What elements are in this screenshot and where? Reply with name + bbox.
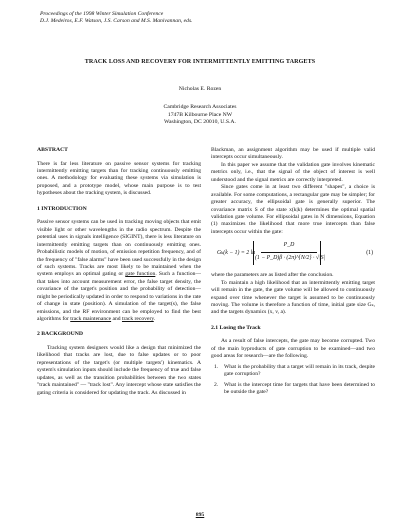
equation-denominator: (1 − P_D)β · (2π)^{N/2} · √|S| [255, 255, 326, 262]
question-2 [211, 382, 375, 397]
intro-text-b: . Such a function—that takes into account measurement error, the false target density, the covariance of the target's position and the probability of detection—might be periodically updated in order to respond to variations in the rate of change in state (position). A simulation of the target(s), the false emissions, and the RF environment can be employed to find the best algorithms for [37, 271, 202, 323]
intro-end: . [153, 316, 156, 323]
question-1-number: 1. [214, 363, 219, 370]
abstract-text: There is far less literature on passive sensor systems for tracking intermittently emitting targets than for tracking continuously emitting ones. A methodology for evaluating these systems via simulation is proposed, and a prototype model, whose main purpose is to test hypotheses about the tracking system, is discussed. [37, 160, 201, 197]
equation-lhs: Gₖ(k − 1) = 2 ln [217, 250, 256, 257]
right-column [211, 147, 375, 397]
affiliation-org: Cambridge Research Associates [163, 104, 237, 110]
gate-function-link: gate function [125, 271, 156, 278]
editors-line: D.J. Medeiros, E.F. Watson, J.S. Carson and M.S. Manivannan, eds. [40, 18, 193, 25]
right-paragraph-5: To maintain a high likelihood that an intermittently emitting target will remain in the gate, the gate volume will be allowed to continuously expand over time whenever the target is assumed to be continuously moving. The volume is therefore a function of time, initial gate size Gₖ, and the targets dynamics (x, v, a). [211, 279, 375, 316]
affiliation-street: 1747B Kilbourne Place NW [167, 111, 233, 118]
question-2-number: 2. [214, 381, 219, 388]
subsection-heading: 2.1 Losing the Track [211, 324, 261, 331]
author-name: Nicholas E. Rozen [178, 86, 222, 92]
abstract-heading: ABSTRACT [37, 147, 68, 153]
background-heading: 2 BACKGROUND [37, 331, 83, 338]
equation-number: (1) [366, 250, 373, 257]
right-paragraph-4: where the parameters are as listed after the conclusion. [211, 272, 334, 279]
question-2-text: What is the intercept time for targets that have been determined to be outside the gate? [224, 381, 375, 396]
right-paragraph-3: Since gates come in at least two different "shapes", a choice is available. For some computations, a rectangular gate may be simpler; for greater accuracy, the ellipsoidal gate is generally superior. The covariance matrix S of the state x(k|k) determines the optimal spatial validation gate volume. For ellipsoidal gates in N dimensions, Equation (1) maximizes the likelihood that more true intercepts than false intercepts occur within the gate: [211, 184, 375, 235]
question-1 [211, 364, 375, 379]
intro-paragraph [37, 219, 201, 323]
proceedings-line: Proceedings of the 1998 Winter Simulation Conference [40, 11, 164, 17]
fraction-bar [261, 252, 317, 253]
track-maintenance-link: track maintenance [70, 316, 112, 323]
right-paragraph-1: Blackman, an assignment algorithm may be used if multiple valid intercepts occur simultaneously. [211, 147, 375, 161]
equation-1 [211, 241, 375, 267]
page-number: 895 [195, 512, 205, 518]
equation-numerator: P_D [283, 242, 295, 249]
intro-and: and [111, 316, 122, 323]
affiliation-city: Washington, DC 20010, U.S.A. [164, 119, 236, 126]
affiliation [0, 104, 400, 127]
proceedings-header [40, 11, 370, 26]
right-paragraph-6: As a result of false intercepts, the gate may become corrupted. Two of the main byproducts of gate corruption to be examined—and two good areas for research—are the following. [211, 338, 375, 360]
intro-heading: 1 INTRODUCTION [37, 205, 87, 212]
track-recovery-link: track recovery [121, 316, 154, 323]
right-paragraph-2: In this paper we assume that the validation gate involves kinematic metrics only, i.e., that the signal of the object of interest is well understood and the signal metrics are correctly interpreted. [211, 161, 375, 183]
intro-text-a: Passive sensor systems can be used in tracking moving objects that emit visible light or other wavelengths in the radio spectrum. Despite the potential uses in signals intelligence (SIGINT), there is less literature on intermittently emitting targets than on continuously emitting ones. Probabilistic models of motion, of emission repetition frequency, and of the frequency of "false alarms" have been used successfully in the design of such systems. Tracks are most likely to be maintained when the system employs an optimal gating or [37, 219, 201, 278]
left-column [37, 147, 201, 397]
background-text: Tracking system designers would like a design that minimized the likelihood that tracks are lost, due to false updates or to poor representations of the target's (or multiple targets') kinematics. A system's simulation inputs should include the frequency of true and false updates, as well as the transition probabilities between the two states "track maintained" — "track lost". Any intercept whose state satisfies the gating criteria is considered for updating the track. As discussed in [37, 345, 201, 396]
paper-title: TRACK LOSS AND RECOVERY FOR INTERMITTENTLY EMITTING TARGETS [84, 59, 316, 65]
question-1-text: What is the probability that a target will remain in its track, despite gate corruption? [224, 363, 375, 378]
